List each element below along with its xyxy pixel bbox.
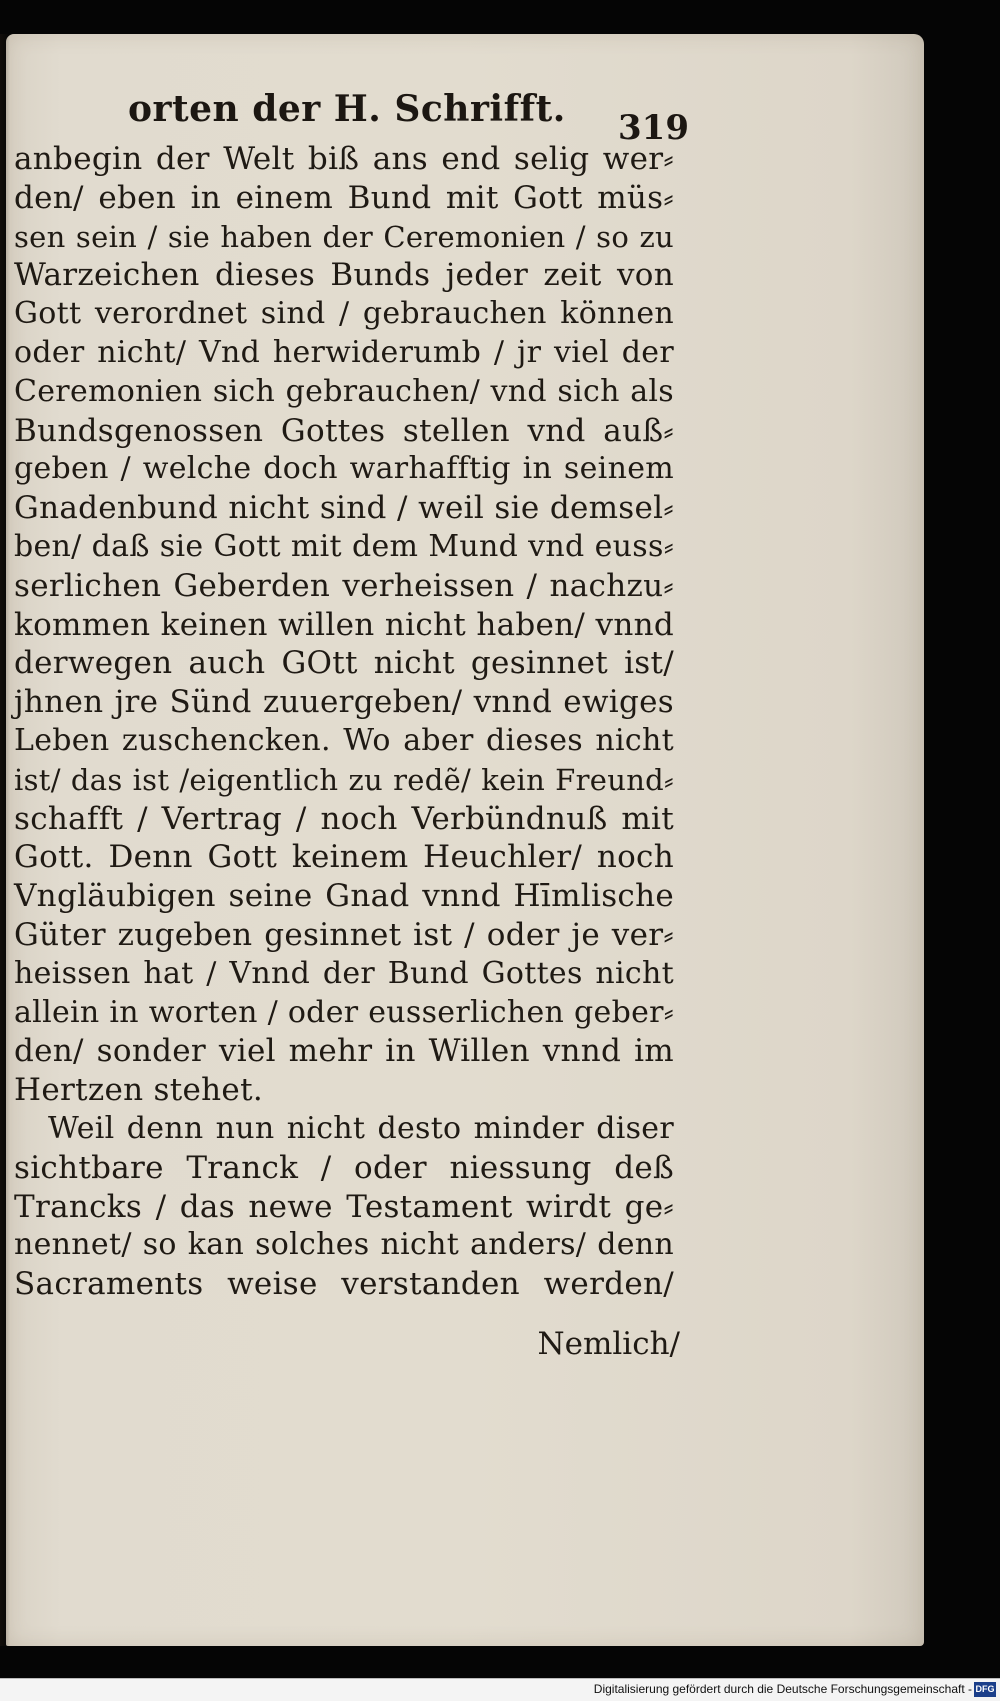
text-line: sichtbare Tranck / oder niessung deß bbox=[14, 1149, 674, 1186]
text-line: Ceremonien sich gebrauchen/ vnd sich als bbox=[14, 373, 674, 409]
text-line: nennet/ so kan solches nicht anders/ denn bbox=[14, 1227, 674, 1263]
text-line: geben / welche doch warhafftig in seinem bbox=[14, 451, 674, 487]
footer-credit-bar bbox=[0, 1678, 1000, 1701]
funding-credit: Digitalisierung gefördert durch die Deutsche Forschungsgemeinschaft - bbox=[593, 1682, 972, 1696]
page-number: 319 bbox=[618, 108, 689, 148]
page-header bbox=[128, 88, 676, 138]
running-head: orten der H. Schrifft. bbox=[128, 88, 566, 130]
text-line: Güter zugeben gesinnet ist / oder je ver⸗ bbox=[14, 916, 674, 953]
text-line: Vngläubigen seine Gnad vnnd Hīmlische bbox=[14, 878, 674, 915]
text-line: Gnadenbund nicht sind / weil sie demsel⸗ bbox=[14, 490, 674, 527]
text-line: schafft / Vertrag / noch Verbündnuß mit bbox=[14, 800, 674, 837]
text-line: allein in worten / oder eusserlichen geber⸗ bbox=[14, 994, 675, 1030]
binding-shadow bbox=[0, 34, 10, 1646]
text-line: Bundsgenossen Gottes stellen vnd auß⸗ bbox=[14, 412, 674, 449]
text-line: Trancks / das newe Testament wirdt ge⸗ bbox=[14, 1188, 674, 1225]
text-line: anbegin der Welt biß ans end selig wer⸗ bbox=[14, 141, 674, 177]
text-line: jhnen jre Sünd zuuergeben/ vnnd ewiges bbox=[14, 684, 674, 721]
text-line: Warzeichen dieses Bunds jeder zeit von bbox=[14, 257, 674, 294]
text-line: Weil denn nun nicht desto minder diser bbox=[48, 1110, 674, 1146]
text-line: Leben zuschencken. Wo aber dieses nicht bbox=[14, 722, 674, 758]
text-line: ben/ daß sie Gott mit dem Mund vnd euss⸗ bbox=[14, 528, 674, 564]
text-line: den/ sonder viel mehr in Willen vnnd im bbox=[14, 1033, 674, 1070]
catchword: Nemlich/ bbox=[537, 1326, 680, 1362]
text-line: den/ eben in einem Bund mit Gott müs⸗ bbox=[14, 179, 674, 216]
text-line: heissen hat / Vnnd der Bund Gottes nicht bbox=[14, 955, 674, 991]
text-line: serlichen Geberden verheissen / nachzu⸗ bbox=[14, 567, 674, 604]
text-line: Sacraments weise verstanden werden/ bbox=[14, 1266, 674, 1303]
text-line: derwegen auch GOtt nicht gesinnet ist/ bbox=[14, 645, 674, 682]
text-line: Gott. Denn Gott keinem Heuchler/ noch bbox=[14, 839, 674, 876]
text-line: oder nicht/ Vnd herwiderumb / jr viel der bbox=[14, 334, 674, 370]
text-line: ist/ das ist /eigentlich zu redẽ/ kein Freund⸗ bbox=[14, 762, 674, 797]
text-line: kommen keinen willen nicht haben/ vnnd bbox=[14, 606, 674, 643]
dfg-logo: DFG bbox=[974, 1682, 996, 1697]
text-line: sen sein / sie haben der Ceremonien / so zu bbox=[14, 219, 674, 254]
text-line: Gott verordnet sind / gebrauchen können bbox=[14, 296, 674, 332]
catchword-row bbox=[440, 1326, 680, 1366]
text-line: Hertzen stehet. bbox=[14, 1072, 263, 1109]
body-text bbox=[14, 140, 674, 1304]
